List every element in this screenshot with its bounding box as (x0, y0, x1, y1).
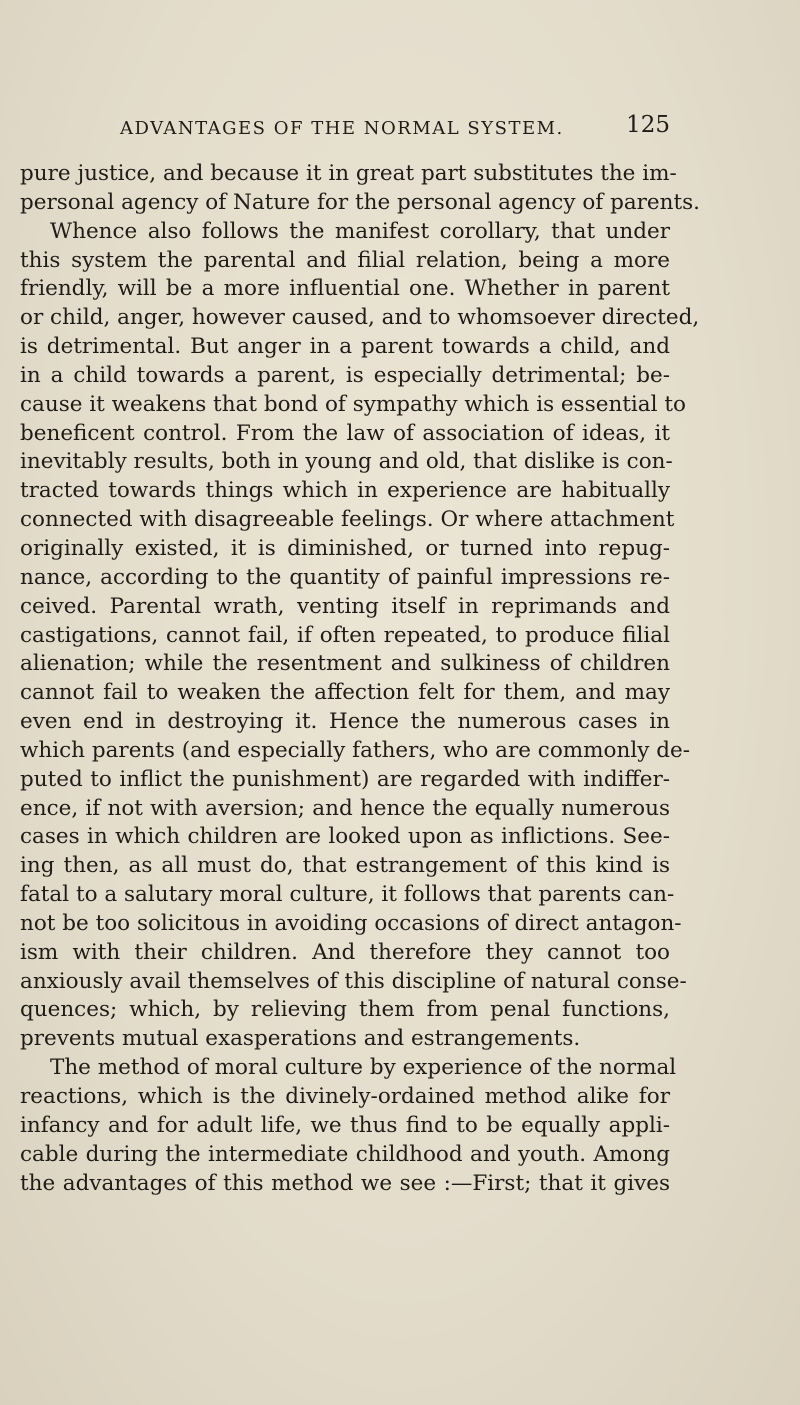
text-line: ceived. Parental wrath, venting itself in reprimands and (20, 593, 670, 619)
text-line: ence, if not with aversion; and hence the equally numerous (20, 795, 670, 821)
text-line: personal agency of Nature for the personal agency of parents. (20, 189, 701, 215)
text-line: castigations, cannot fail, if often repeated, to produce filial (20, 622, 670, 648)
text-line: not be too solicitous in avoiding occasions of direct antagon- (20, 910, 682, 936)
text-line: The method of moral culture by experience of the normal (50, 1055, 677, 1081)
text-line: tracted towards things which in experience are habitually (20, 478, 670, 504)
text-line: or child, anger, however caused, and to whomsoever directed, (20, 305, 700, 331)
body-text (20, 160, 701, 1198)
text-line: fatal to a salutary moral culture, it follows that parents can- (20, 882, 675, 908)
text-line: in a child towards a parent, is especially detrimental; be- (20, 362, 670, 388)
text-line: alienation; while the resentment and sulkiness of children (20, 651, 670, 677)
running-head (120, 112, 670, 152)
text-line: which parents (and especially fathers, who are commonly de- (20, 737, 690, 763)
text-line: Whence also follows the manifest corollary, that under (50, 218, 670, 244)
text-line: cases in which children are looked upon as inflictions. See- (20, 824, 670, 850)
text-line: nance, according to the quantity of painful impressions re- (20, 564, 670, 590)
text-line: inevitably results, both in young and old, that dislike is con- (20, 449, 673, 475)
text-line: this system the parental and filial relation, being a more (20, 247, 670, 273)
text-line: pure justice, and because it in great part substitutes the im- (20, 161, 677, 186)
text-line: anxiously avail themselves of this discipline of natural conse- (20, 968, 687, 994)
text-line: cable during the intermediate childhood and youth. Among (20, 1141, 670, 1167)
text-line: the advantages of this method we see :—First; that it gives (20, 1170, 670, 1196)
text-line: even end in destroying it. Hence the numerous cases in (20, 709, 670, 735)
text-line: quences; which, by relieving them from penal functions, (20, 997, 670, 1023)
text-line: puted to inflict the punishment) are regarded with indiffer- (20, 766, 670, 792)
page-number: 125 (626, 112, 670, 138)
text-line: prevents mutual exasperations and estrangements. (20, 1026, 581, 1052)
text-line: beneficent control. From the law of association of ideas, it (20, 420, 670, 446)
text-line: infancy and for adult life, we thus find to be equally appli- (20, 1112, 670, 1138)
text-line: ing then, as all must do, that estrangement of this kind is (20, 853, 670, 879)
text-line: cannot fail to weaken the affection felt for them, and may (20, 680, 670, 706)
text-line: friendly, will be a more influential one. Whether in parent (20, 276, 670, 302)
text-line: connected with disagreeable feelings. Or where attachment (20, 507, 675, 533)
text-line: cause it weakens that bond of sympathy which is essential to (20, 391, 686, 417)
text-line: originally existed, it is diminished, or turned into repug- (20, 535, 670, 561)
text-line: is detrimental. But anger in a parent towards a child, and (20, 334, 670, 360)
text-line: ism with their children. And therefore they cannot too (20, 939, 670, 965)
text-line: reactions, which is the divinely-ordained method alike for (20, 1084, 670, 1109)
running-head-title: ADVANTAGES OF THE NORMAL SYSTEM. (120, 118, 564, 139)
